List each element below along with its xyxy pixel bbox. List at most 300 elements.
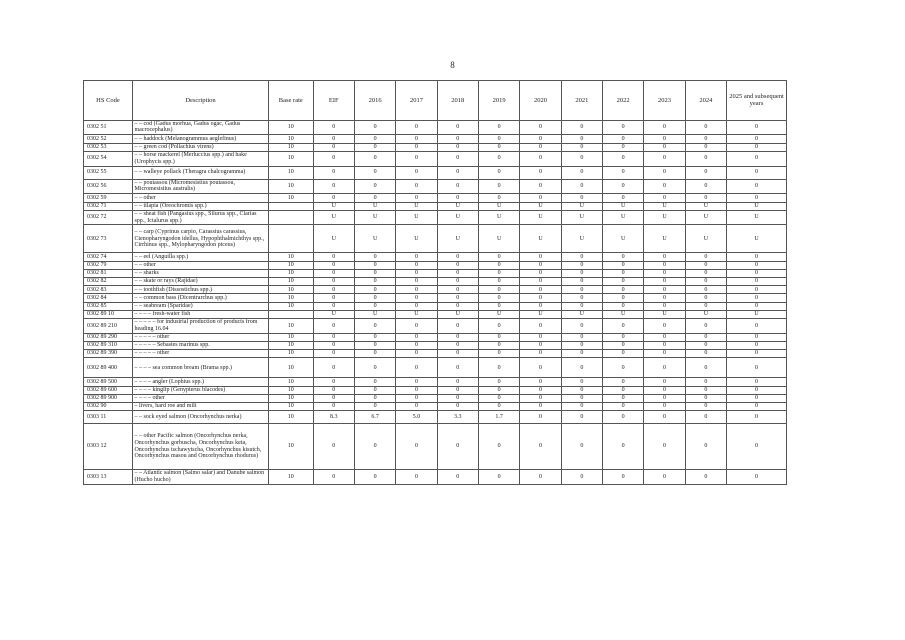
table-row — [84, 333, 787, 341]
base-rate-cell: 10 — [268, 394, 313, 402]
rate-cell: 0 — [727, 350, 787, 358]
base-rate-cell — [268, 225, 313, 253]
rate-cell: 0 — [437, 424, 478, 470]
rate-cell: 0 — [727, 470, 787, 485]
rate-cell: 0 — [396, 135, 437, 143]
rate-cell: 0 — [685, 402, 726, 410]
description-cell: – – sharks — [132, 269, 268, 277]
rate-cell: 0 — [354, 294, 395, 302]
rate-cell: 0 — [644, 470, 685, 485]
description-cell: – – seabream (Sparidae) — [132, 302, 268, 310]
rate-cell: U — [520, 310, 561, 318]
rate-cell: 0 — [396, 341, 437, 349]
rate-cell: 0 — [396, 333, 437, 341]
description-cell: – – sock eyed salmon (Oncorhynchus nerka) — [132, 411, 268, 424]
hs-code-cell: 0302 89 310 — [84, 341, 133, 349]
rate-cell: 0 — [603, 302, 644, 310]
rate-cell: 0 — [561, 278, 602, 286]
column-header: 2023 — [644, 81, 685, 121]
rate-cell: 0 — [520, 286, 561, 294]
rate-cell: 0 — [644, 294, 685, 302]
rate-cell: 0 — [644, 166, 685, 179]
rate-cell: 0 — [313, 333, 354, 341]
rate-cell: 0 — [727, 286, 787, 294]
hs-code-cell: 0302 82 — [84, 278, 133, 286]
base-rate-cell: 10 — [268, 318, 313, 333]
rate-cell: 0 — [561, 294, 602, 302]
table-row — [84, 310, 787, 318]
description-cell: – – – – – for industrial production of products from heading 16.04 — [132, 318, 268, 333]
rate-cell: 0 — [354, 386, 395, 394]
hs-code-cell: 0302 52 — [84, 135, 133, 143]
rate-cell: 0 — [478, 424, 519, 470]
rate-cell: 0 — [727, 120, 787, 135]
rate-cell: 0 — [354, 151, 395, 166]
base-rate-cell: 10 — [268, 470, 313, 485]
table-header-row — [84, 81, 787, 121]
rate-cell: 0 — [396, 470, 437, 485]
description-cell: – – eel (Anguilla spp.) — [132, 253, 268, 261]
hs-code-cell: 0302 59 — [84, 194, 133, 202]
rate-cell: 0 — [396, 302, 437, 310]
rate-cell: U — [603, 210, 644, 225]
rate-cell: 0 — [313, 120, 354, 135]
base-rate-cell: 10 — [268, 120, 313, 135]
rate-cell: 0 — [685, 411, 726, 424]
rate-cell: 1.7 — [478, 411, 519, 424]
base-rate-cell: 10 — [268, 269, 313, 277]
rate-cell: 0 — [727, 278, 787, 286]
rate-cell: 3.3 — [437, 411, 478, 424]
rate-cell: 0 — [396, 424, 437, 470]
rate-cell: 0 — [437, 269, 478, 277]
rate-cell: 0 — [561, 386, 602, 394]
rate-cell: 0 — [478, 278, 519, 286]
hs-code-cell: 0302 74 — [84, 253, 133, 261]
rate-cell: 0 — [478, 179, 519, 194]
column-header: HS Code — [84, 81, 133, 121]
rate-cell: 0 — [354, 166, 395, 179]
rate-cell: 0 — [603, 358, 644, 378]
hs-code-cell: 0302 54 — [84, 151, 133, 166]
rate-cell: U — [727, 210, 787, 225]
rate-cell: 0 — [685, 135, 726, 143]
rate-cell: 0 — [644, 261, 685, 269]
rate-cell: 0 — [354, 179, 395, 194]
rate-cell: 0 — [313, 424, 354, 470]
rate-cell: 0 — [520, 143, 561, 151]
rate-cell: 0 — [437, 261, 478, 269]
description-cell: – – poutassou (Micromesistius poutassou, Micromesistius australis) — [132, 179, 268, 194]
rate-cell: 0 — [685, 179, 726, 194]
base-rate-cell — [268, 310, 313, 318]
base-rate-cell: 10 — [268, 294, 313, 302]
rate-cell: 0 — [478, 333, 519, 341]
rate-cell: 0 — [603, 378, 644, 386]
hs-code-cell: 0302 84 — [84, 294, 133, 302]
rate-cell: 0 — [561, 269, 602, 277]
hs-code-cell: 0302 89 900 — [84, 394, 133, 402]
description-cell: – – toothfish (Dissostichus spp.) — [132, 286, 268, 294]
description-cell: – – – – – other — [132, 350, 268, 358]
description-cell: – – other — [132, 261, 268, 269]
rate-cell: 0 — [644, 386, 685, 394]
rate-cell: 0 — [685, 350, 726, 358]
column-header: Description — [132, 81, 268, 121]
table-row — [84, 350, 787, 358]
table-row — [84, 225, 787, 253]
rate-cell: 0 — [685, 294, 726, 302]
rate-cell: 0 — [478, 302, 519, 310]
rate-cell: 0 — [727, 386, 787, 394]
rate-cell: 6.7 — [354, 411, 395, 424]
rate-cell: 0 — [520, 269, 561, 277]
rate-cell: 0 — [603, 278, 644, 286]
rate-cell: 0 — [354, 120, 395, 135]
rate-cell: 0 — [478, 402, 519, 410]
rate-cell: 0 — [644, 278, 685, 286]
rate-cell: 0 — [437, 402, 478, 410]
rate-cell: 0 — [478, 135, 519, 143]
rate-cell: 0 — [313, 341, 354, 349]
rate-cell: 0 — [727, 378, 787, 386]
rate-cell: 0 — [354, 286, 395, 294]
rate-cell: 0 — [685, 333, 726, 341]
rate-cell: 0 — [354, 341, 395, 349]
hs-code-cell: 0302 85 — [84, 302, 133, 310]
base-rate-cell: 10 — [268, 358, 313, 378]
column-header: 2020 — [520, 81, 561, 121]
table-row — [84, 302, 787, 310]
rate-cell: 0 — [520, 253, 561, 261]
table-row — [84, 358, 787, 378]
rate-cell: 0 — [313, 135, 354, 143]
base-rate-cell: 10 — [268, 302, 313, 310]
rate-cell: 0 — [685, 269, 726, 277]
rate-cell: 0 — [561, 120, 602, 135]
rate-cell: 0 — [520, 333, 561, 341]
rate-cell: U — [685, 210, 726, 225]
rate-cell: 0 — [561, 318, 602, 333]
rate-cell: U — [313, 310, 354, 318]
rate-cell: 0 — [520, 294, 561, 302]
rate-cell: 0 — [396, 402, 437, 410]
rate-cell: U — [561, 310, 602, 318]
rate-cell: 0 — [478, 269, 519, 277]
column-header: 2019 — [478, 81, 519, 121]
rate-cell: 0 — [520, 411, 561, 424]
table-row — [84, 424, 787, 470]
rate-cell: 0 — [313, 318, 354, 333]
table-row — [84, 386, 787, 394]
rate-cell: 0 — [354, 253, 395, 261]
description-cell: – – – – – Sebastes marinus spp. — [132, 341, 268, 349]
rate-cell: 0 — [561, 411, 602, 424]
rate-cell: U — [727, 202, 787, 210]
rate-cell: U — [727, 310, 787, 318]
table-row — [84, 253, 787, 261]
rate-cell: 0 — [644, 378, 685, 386]
rate-cell: U — [644, 210, 685, 225]
base-rate-cell: 10 — [268, 151, 313, 166]
hs-code-cell: 0303 11 — [84, 411, 133, 424]
tariff-schedule-table — [83, 80, 787, 485]
base-rate-cell: 10 — [268, 143, 313, 151]
rate-cell: 0 — [561, 286, 602, 294]
table-row — [84, 286, 787, 294]
rate-cell: 0 — [437, 179, 478, 194]
rate-cell: 0 — [644, 358, 685, 378]
table-row — [84, 194, 787, 202]
rate-cell: 0 — [685, 253, 726, 261]
rate-cell: 0 — [313, 302, 354, 310]
rate-cell: 0 — [685, 151, 726, 166]
rate-cell: 0 — [396, 269, 437, 277]
hs-code-cell: 0302 53 — [84, 143, 133, 151]
rate-cell: 0 — [520, 394, 561, 402]
rate-cell: 0 — [437, 151, 478, 166]
rate-cell: 0 — [603, 424, 644, 470]
rate-cell: U — [313, 202, 354, 210]
rate-cell: 0 — [685, 386, 726, 394]
rate-cell: 0 — [561, 402, 602, 410]
rate-cell: 0 — [354, 261, 395, 269]
table-body — [84, 120, 787, 484]
base-rate-cell: 10 — [268, 333, 313, 341]
rate-cell: 0 — [685, 302, 726, 310]
rate-cell: U — [561, 210, 602, 225]
base-rate-cell: 10 — [268, 261, 313, 269]
rate-cell: U — [478, 202, 519, 210]
rate-cell: 0 — [644, 143, 685, 151]
rate-cell: 0 — [685, 120, 726, 135]
base-rate-cell: 10 — [268, 386, 313, 394]
rate-cell: U — [685, 202, 726, 210]
hs-code-cell: 0302 56 — [84, 179, 133, 194]
rate-cell: 0 — [685, 358, 726, 378]
rate-cell: 0 — [561, 350, 602, 358]
rate-cell: U — [603, 310, 644, 318]
rate-cell: 0 — [520, 179, 561, 194]
rate-cell: 0 — [313, 278, 354, 286]
rate-cell: 0 — [313, 470, 354, 485]
rate-cell: 0 — [313, 179, 354, 194]
column-header: 2024 — [685, 81, 726, 121]
rate-cell: 0 — [644, 402, 685, 410]
rate-cell: 0 — [727, 302, 787, 310]
rate-cell: 0 — [478, 120, 519, 135]
rate-cell: 0 — [313, 358, 354, 378]
hs-code-cell: 0302 55 — [84, 166, 133, 179]
rate-cell: U — [354, 225, 395, 253]
rate-cell: 0 — [561, 341, 602, 349]
column-header: 2017 — [396, 81, 437, 121]
rate-cell: 0 — [727, 341, 787, 349]
rate-cell: 0 — [727, 294, 787, 302]
rate-cell: 0 — [727, 261, 787, 269]
base-rate-cell: 10 — [268, 179, 313, 194]
rate-cell: 0 — [478, 151, 519, 166]
table-row — [84, 261, 787, 269]
rate-cell: 0 — [561, 253, 602, 261]
rate-cell: 0 — [561, 333, 602, 341]
description-cell: – – – – fresh-water fish — [132, 310, 268, 318]
rate-cell: 0 — [727, 135, 787, 143]
rate-cell: 0 — [478, 470, 519, 485]
rate-cell: 0 — [396, 120, 437, 135]
rate-cell: 0 — [354, 194, 395, 202]
table-row — [84, 143, 787, 151]
rate-cell: 0 — [603, 350, 644, 358]
rate-cell: 0 — [313, 286, 354, 294]
rate-cell: 0 — [685, 143, 726, 151]
rate-cell: 0 — [313, 394, 354, 402]
rate-cell: 0 — [478, 294, 519, 302]
base-rate-cell: 10 — [268, 286, 313, 294]
base-rate-cell: 10 — [268, 194, 313, 202]
table-row — [84, 378, 787, 386]
rate-cell: 0 — [644, 424, 685, 470]
rate-cell: U — [437, 225, 478, 253]
base-rate-cell: 10 — [268, 253, 313, 261]
rate-cell: 0 — [727, 143, 787, 151]
rate-cell: 0 — [685, 394, 726, 402]
rate-cell: U — [354, 210, 395, 225]
rate-cell: 0 — [478, 166, 519, 179]
rate-cell: U — [478, 225, 519, 253]
column-header: 2022 — [603, 81, 644, 121]
rate-cell: 0 — [685, 378, 726, 386]
rate-cell: 0 — [520, 194, 561, 202]
rate-cell: 0 — [561, 135, 602, 143]
rate-cell: U — [354, 202, 395, 210]
rate-cell: 0 — [396, 358, 437, 378]
table-row — [84, 166, 787, 179]
rate-cell: 0 — [685, 318, 726, 333]
rate-cell: 0 — [437, 386, 478, 394]
rate-cell: 0 — [520, 402, 561, 410]
rate-cell: 0 — [520, 318, 561, 333]
rate-cell: 0 — [354, 135, 395, 143]
rate-cell: 0 — [727, 333, 787, 341]
rate-cell: 0 — [561, 424, 602, 470]
description-cell: – – – – angler (Lophius spp.) — [132, 378, 268, 386]
rate-cell: 0 — [437, 341, 478, 349]
base-rate-cell: 10 — [268, 402, 313, 410]
table-row — [84, 470, 787, 485]
rate-cell: 0 — [561, 143, 602, 151]
rate-cell: U — [561, 225, 602, 253]
hs-code-cell: 0302 71 — [84, 202, 133, 210]
hs-code-cell: 0302 73 — [84, 225, 133, 253]
rate-cell: 0 — [396, 166, 437, 179]
description-cell: – – cod (Gadus morhua, Gadus ogac, Gadus macrocephalus) — [132, 120, 268, 135]
rate-cell: 0 — [520, 302, 561, 310]
table-row — [84, 135, 787, 143]
rate-cell: 0 — [437, 333, 478, 341]
rate-cell: 0 — [603, 120, 644, 135]
rate-cell: 0 — [437, 135, 478, 143]
table-row — [84, 151, 787, 166]
rate-cell: 0 — [685, 194, 726, 202]
rate-cell: 5.0 — [396, 411, 437, 424]
rate-cell: 0 — [437, 166, 478, 179]
rate-cell: U — [396, 210, 437, 225]
rate-cell: 0 — [478, 386, 519, 394]
description-cell: – – skate or rays (Rajidae) — [132, 278, 268, 286]
table-row — [84, 269, 787, 277]
hs-code-cell: 0303 12 — [84, 424, 133, 470]
rate-cell: 0 — [644, 179, 685, 194]
rate-cell: U — [644, 310, 685, 318]
base-rate-cell — [268, 210, 313, 225]
rate-cell: 0 — [603, 470, 644, 485]
rate-cell: 0 — [313, 386, 354, 394]
rate-cell: 0 — [520, 151, 561, 166]
table-row — [84, 120, 787, 135]
rate-cell: 0 — [396, 151, 437, 166]
page-number: 8 — [450, 60, 455, 70]
rate-cell: 0 — [520, 386, 561, 394]
table-row — [84, 210, 787, 225]
rate-cell: 0 — [437, 358, 478, 378]
rate-cell: 0 — [313, 350, 354, 358]
rate-cell: 0 — [354, 318, 395, 333]
rate-cell: 0 — [561, 470, 602, 485]
column-header: EIF — [313, 81, 354, 121]
rate-cell: 0 — [437, 394, 478, 402]
description-cell: – – – – sea common bream (Brama spp.) — [132, 358, 268, 378]
rate-cell: 0 — [478, 286, 519, 294]
rate-cell: 0 — [644, 411, 685, 424]
hs-code-cell: 0302 89 600 — [84, 386, 133, 394]
rate-cell: 0 — [603, 166, 644, 179]
description-cell: – – other — [132, 194, 268, 202]
table-row — [84, 402, 787, 410]
rate-cell: 0 — [727, 358, 787, 378]
hs-code-cell: 0302 83 — [84, 286, 133, 294]
rate-cell: 0 — [313, 166, 354, 179]
rate-cell: 0 — [727, 253, 787, 261]
rate-cell: 0 — [520, 261, 561, 269]
base-rate-cell: 10 — [268, 411, 313, 424]
rate-cell: 0 — [396, 378, 437, 386]
rate-cell: 0 — [644, 333, 685, 341]
rate-cell: 0 — [644, 269, 685, 277]
rate-cell: U — [685, 225, 726, 253]
rate-cell: 0 — [354, 302, 395, 310]
base-rate-cell: 10 — [268, 341, 313, 349]
rate-cell: U — [520, 225, 561, 253]
rate-cell: 0 — [603, 179, 644, 194]
rate-cell: 0 — [685, 470, 726, 485]
rate-cell: 0 — [603, 261, 644, 269]
rate-cell: 0 — [437, 278, 478, 286]
rate-cell: U — [478, 210, 519, 225]
rate-cell: 0 — [603, 253, 644, 261]
rate-cell: 0 — [354, 269, 395, 277]
rate-cell: 0 — [313, 143, 354, 151]
rate-cell: 0 — [644, 302, 685, 310]
rate-cell: 0 — [396, 194, 437, 202]
rate-cell: 0 — [354, 333, 395, 341]
rate-cell: 0 — [354, 378, 395, 386]
rate-cell: 0 — [396, 179, 437, 194]
rate-cell: 0 — [396, 386, 437, 394]
description-cell: – – – – kinglip (Genypterus blacodes) — [132, 386, 268, 394]
description-cell: – – common bass (Dicentrarchus spp.) — [132, 294, 268, 302]
description-cell: – – sheat fish (Pangasius spp., Silurus spp., Clarias spp., Ictalurus spp.) — [132, 210, 268, 225]
